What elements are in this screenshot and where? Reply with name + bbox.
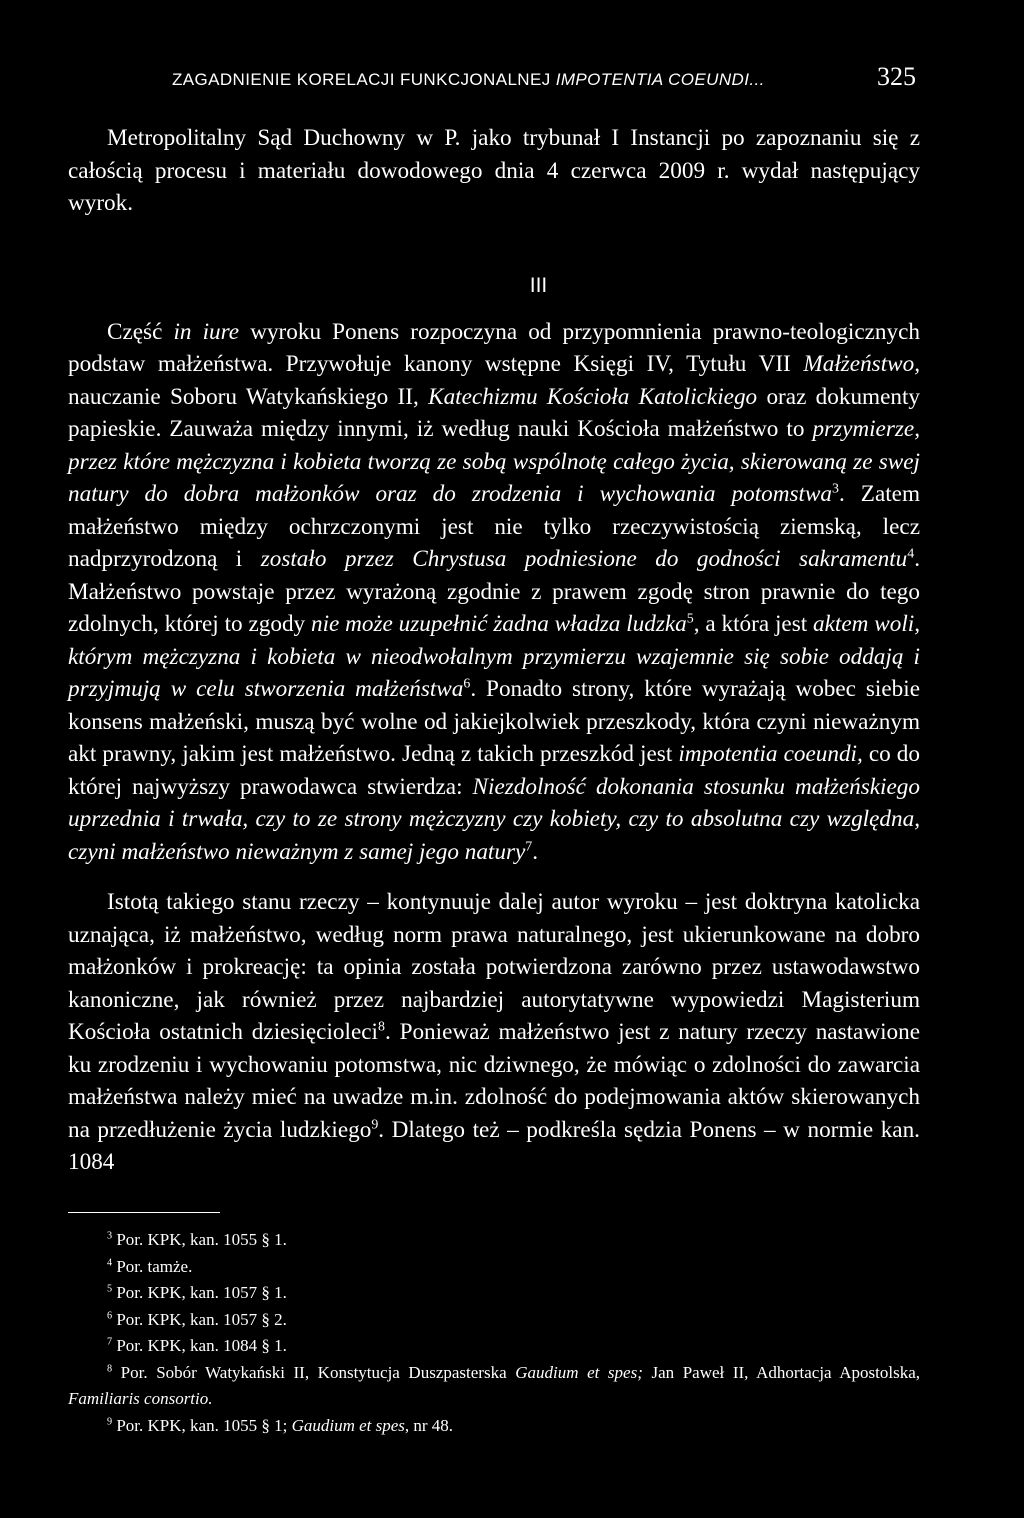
footnote: $^4$ Por. tamże. xyxy=(107,1256,193,1276)
footnote-divider xyxy=(68,1212,220,1213)
page-header xyxy=(172,62,916,92)
main-text xyxy=(68,122,920,1179)
footnote-ref: 9 xyxy=(371,1116,379,1132)
footnotes xyxy=(68,1227,920,1439)
paragraph-doctrine: Istotą takiego stanu rzeczy – kontynuuje dalej autor wyroku – jest doktryna katolicka uznająca, iż małżeństwo, według norm prawa naturalnego, jest ukierunkowane na dobro małżonków i prokreację: ta opinia została potwierdzona zarówno przez ustawodawstwo kanoniczne, jak również przez najbardziej autorytatywne wypowiedzi Magisterium Kościoła ostatnich dziesięcioleci$^8$. Ponieważ małżeństwo jest z natury rzeczy nastawione ku zrodzeniu i wychowaniu potomstwa, nic dziwnego, że mówiąc o zdolności do zawarcia małżeństwa należy mieć na uwadze m.in. zdolność do podejmowania aktów skierowanych na przedłużenie życia ludzkiego$^9$. Dlatego też – podkreśla sędzia Ponens – w normie kan. 1084 xyxy=(68,889,920,1175)
footnote-ref: 7 xyxy=(525,838,533,854)
section-heading: III xyxy=(529,273,548,297)
footnote-ref: 4 xyxy=(907,546,915,562)
footnote-ref: 8 xyxy=(377,1019,385,1035)
footnote-ref: 3 xyxy=(832,481,839,497)
footnote: $^3$ Por. KPK, kan. 1055 § 1. xyxy=(107,1230,287,1249)
footnote: $^7$ Por. KPK, kan. 1084 § 1. xyxy=(107,1336,287,1355)
footnote-ref: 6 xyxy=(463,676,471,692)
paragraph-intro: Metropolitalny Sąd Duchowny w P. jako trybunał I Instancji po zapoznaniu się z całością procesu i materiału dowodowego dnia 4 czerwca 2009 r. wydał następujący wyrok. xyxy=(68,125,920,216)
paragraph-in-iure: Część in iure wyroku Ponens rozpoczyna od przypomnienia prawno-teologicznych podstaw małżeństwa. Przywołuje kanony wstępne Księgi IV, Tytułu VII Małżeństwo, nauczanie Soboru Watykańskiego II, Katechizmu Kościoła Katolickiego oraz dokumenty papieskie. Zauważa między innymi, iż według nauki Kościoła małżeństwo to przymierze, przez które mężczyzna i kobieta tworzą ze sobą wspólnotę całego życia, skierowaną ze swej natury do dobra małżonków oraz do zrodzenia i wychowania potomstwa$^3$. Zatem małżeństwo między ochrzczonymi jest nie tylko rzeczywistością ziemską, lecz nadprzyrodzoną i zostało przez Chrystusa podniesione do godności sakramentu$^4$. Małżeństwo powstaje przez wyrażoną zgodnie z prawem zgodę stron prawnie do tego zdolnych, której to zgody nie może uzupełnić żadna władza ludzka$^5$, a która jest aktem woli, którym mężczyzna i kobieta w nieodwołalnym przymierzu wzajemnie się sobie oddają i przyjmują w celu stworzenia małżeństwa$^6$. Ponadto strony, które wyrażają wobec siebie konsens małżeński, muszą być wolne od jakiejkolwiek przeszkody, która czyni nieważnym akt prawny, jakim jest małżeństwo. Jedną z takich przeszkód jest impotentia coeundi, co do której najwyższy prawodawca stwierdza: Niezdolność dokonania stosunku małżeńskiego uprzednia i trwała, czy to ze strony mężczyzny czy kobiety, czy to absolutna czy względna, czyni małżeństwo nieważnym z samej jego natury$^7$. xyxy=(68,318,921,865)
footnote: $^8$ Por. Sobór Watykański II, Konstytucja Duszpasterska Gaudium et spes; Jan Paweł II, Adhortacja Apostolska, Familiaris consortio. xyxy=(68,1362,920,1408)
footnote-ref: 5 xyxy=(686,611,694,627)
footnote: $^9$ Por. KPK, kan. 1055 § 1; Gaudium et spes, nr 48. xyxy=(107,1415,454,1435)
footnote: $^5$ Por. KPK, kan. 1057 § 1. xyxy=(107,1283,287,1302)
running-head: ZAGADNIENIE KORELACJI FUNKCJONALNEJ IMPOTENTIA COEUNDI... xyxy=(172,70,765,89)
page-number: 325 xyxy=(877,62,916,91)
footnote: $^6$ Por. KPK, kan. 1057 § 2. xyxy=(107,1309,287,1329)
